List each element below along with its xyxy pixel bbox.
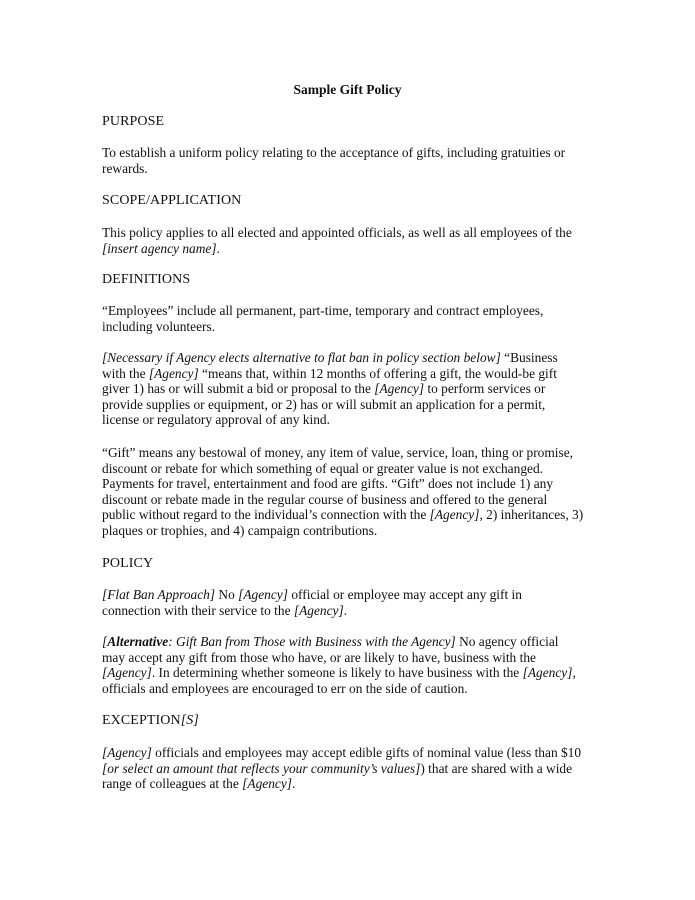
exception-line: range of colleagues at the [Agency]. [102,776,296,792]
policy-line: [Alternative: Gift Ban from Those with Business with the Agency] No agency official [102,634,559,649]
definition-line: [Necessary if Agency elects alternative to flat ban in policy section below] “Business [102,350,558,365]
policy-line: [Agency]. In determining whether someone is likely to have business with the [Agency], [102,665,576,681]
definition-line: public without regard to the individual’s connection with the [Agency], 2) inheritances, 3) [102,507,584,523]
definition-line: provide supplies or equipment, or 2) has or will submit an application for a permit, [102,396,546,412]
business-definition [102,350,597,428]
scope-paragraph [102,225,597,256]
purpose-line: rewards. [102,160,148,176]
definition-line: “Employees” include all permanent, part-time, temporary and contract employees, [102,303,544,318]
gift-definition [102,445,597,539]
definition-line: “Gift” means any bestowal of money, any item of value, service, loan, thing or promise, [102,445,574,460]
placeholder-text: [insert agency name] [102,240,217,256]
exception-line: [Agency] officials and employees may accept edible gifts of nominal value (less than $10 [102,745,582,760]
definition-line: discount or rebate for which something of equal or greater value is not exchanged. [102,460,543,476]
scope-line: This policy applies to all elected and appointed officials, as well as all employees of the [102,225,572,240]
policy-line: [Flat Ban Approach] No [Agency] official or employee may accept any gift in [102,587,522,602]
definition-line: with the [Agency] “means that, within 12 months of offering a gift, the would-be gift [102,365,557,381]
purpose-line: To establish a uniform policy relating to the acceptance of gifts, including gratuities or [102,145,566,160]
scope-line: [insert agency name]. [102,240,220,256]
definitions-heading: DEFINITIONS [102,272,191,287]
purpose-paragraph [102,145,597,176]
purpose-heading: PURPOSE [102,114,165,129]
policy-line: connection with their service to the [Agency]. [102,602,348,618]
employees-definition [102,303,597,334]
definition-line: plaques or trophies, and 4) campaign contributions. [102,522,378,538]
policy-heading: POLICY [102,556,154,571]
policy-line: officials and employees are encouraged to err on the side of caution. [102,680,468,696]
alternative-paragraph [102,634,597,696]
flat-ban-paragraph [102,587,597,618]
definition-line: including volunteers. [102,318,216,334]
definition-line: giver 1) has or will submit a bid or proposal to the [Agency] to perform services or [102,381,546,397]
definition-line: license or regulatory approval of any kind. [102,412,330,428]
document-title: Sample Gift Policy [293,82,402,97]
policy-line: may accept any gift from those who have, or are likely to have, business with the [102,649,536,665]
definition-line: Payments for travel, entertainment and food are gifts. “Gift” does not include 1) any [102,476,554,492]
exception-line: [or select an amount that reflects your community’s values]) that are shared with a wide [102,760,573,776]
exceptions-paragraph [102,745,597,792]
exceptions-heading: EXCEPTION[S] [102,713,199,728]
definition-line: discount or rebate made in the regular course of business and offered to the general [102,491,548,507]
scope-heading: SCOPE/APPLICATION [102,193,242,208]
